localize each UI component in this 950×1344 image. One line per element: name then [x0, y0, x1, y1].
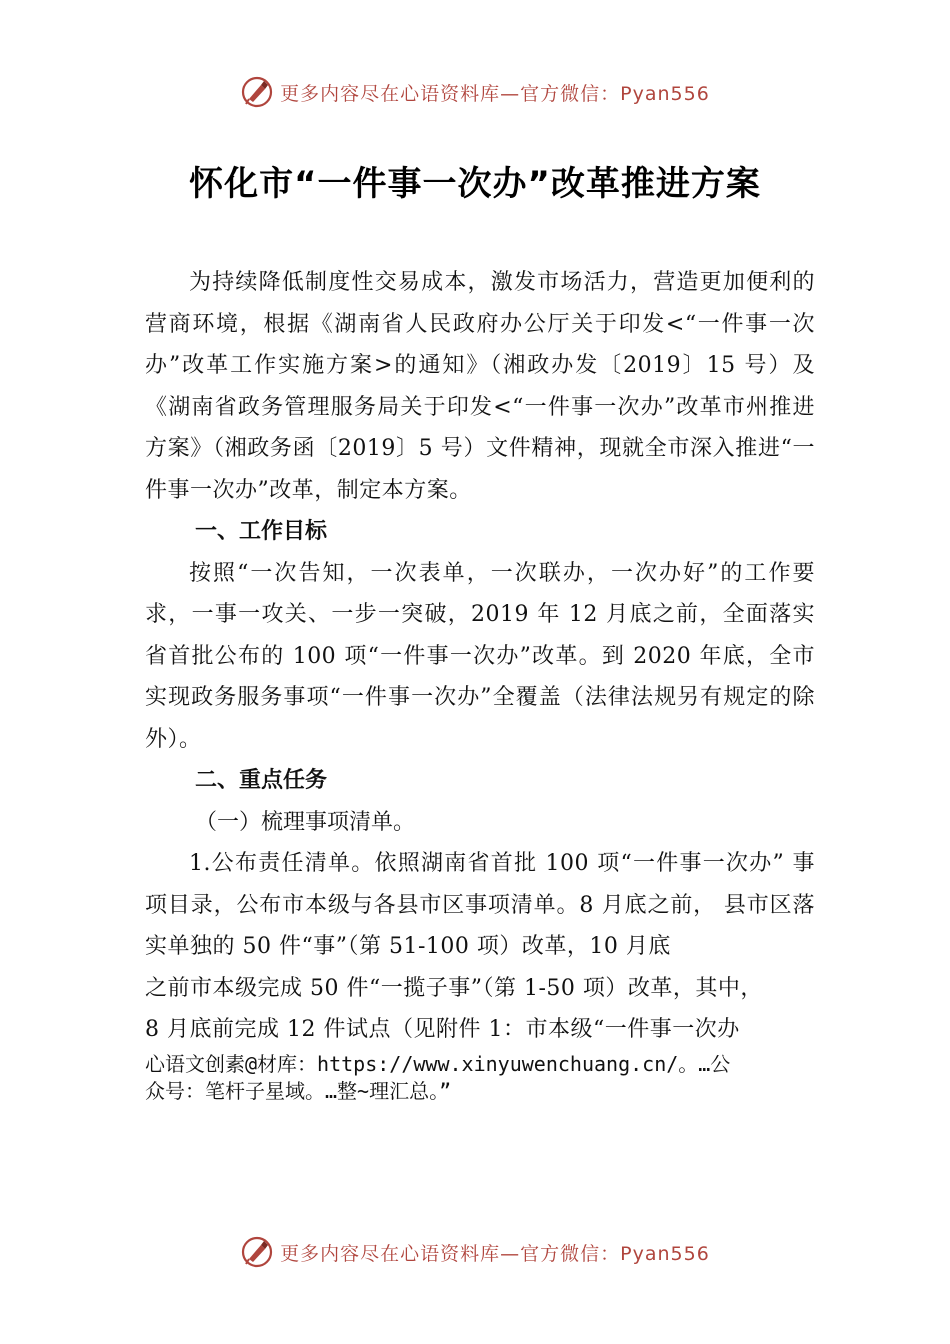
section-heading-tasks: 二、重点任务	[195, 768, 328, 793]
intro-paragraph: 为持续降低制度性交易成本，激发市场活力，营造更加便利的营商环境，根据《湖南省人民政府办公厅关于印发<“一件事一次办”改革工作实施方案>的通知》（湘政办发〔2019〕15 号）及《湖南省政务管理服务局关于印发<“一件事一次办”改革市州推进方案》（湘政务函〔2019〕5 号）文件精神，现就全市深入推进“一件事一次办”改革，制定本方案。	[145, 270, 815, 503]
header-banner	[0, 72, 950, 112]
goals-paragraph: 按照“一次告知，一次表单，一次联办，一次办好”的工作要求，一事一攻关、一步一突破，2019 年 12 月底之前，全面落实省首批公布的 100 项“一件事一次办”改革。到 2020 年底，全市实现政务服务事项“一件事一次办”全覆盖（法律法规另有规定的除外）。	[145, 560, 815, 752]
banner-text: 更多内容尽在心语资料库—官方微信：Pyan556	[280, 82, 710, 105]
pen-nib-logo-icon	[240, 75, 274, 109]
task-item-paragraph: 1.公布责任清单。依照湖南省首批 100 项“一件事一次办” 事项目录，公布市本级与各县市区事项清单。8 月底之前， 县市区落实单独的 50 件“事”（第 51-100 项）改革，10 月底	[145, 851, 815, 959]
footer-banner	[0, 1232, 950, 1272]
banner-text-footer: 更多内容尽在心语资料库—官方微信：Pyan556	[280, 1242, 710, 1265]
task-item-continuation-2: 8 月底前完成 12 件试点（见附件 1：市本级“一件事一次办	[145, 1017, 740, 1042]
document-body	[145, 262, 815, 1105]
subsection-heading: （一）梳理事项清单。	[195, 809, 416, 835]
watermark-line: 心语文创素@材库：https://www.xinyuwenchuang.cn/。…公	[145, 1051, 731, 1076]
pen-nib-logo-icon	[240, 1235, 274, 1269]
document-title: 怀化市“一件事一次办”改革推进方案	[189, 164, 761, 204]
section-heading-goals: 一、工作目标	[195, 519, 328, 544]
watermark-line-2: 众号：笔杆子星域。…整~理汇总。”	[145, 1078, 452, 1103]
task-item-continuation: 之前市本级完成 50 件“一揽子事”（第 1-50 项）改革，其中，	[145, 975, 763, 1001]
